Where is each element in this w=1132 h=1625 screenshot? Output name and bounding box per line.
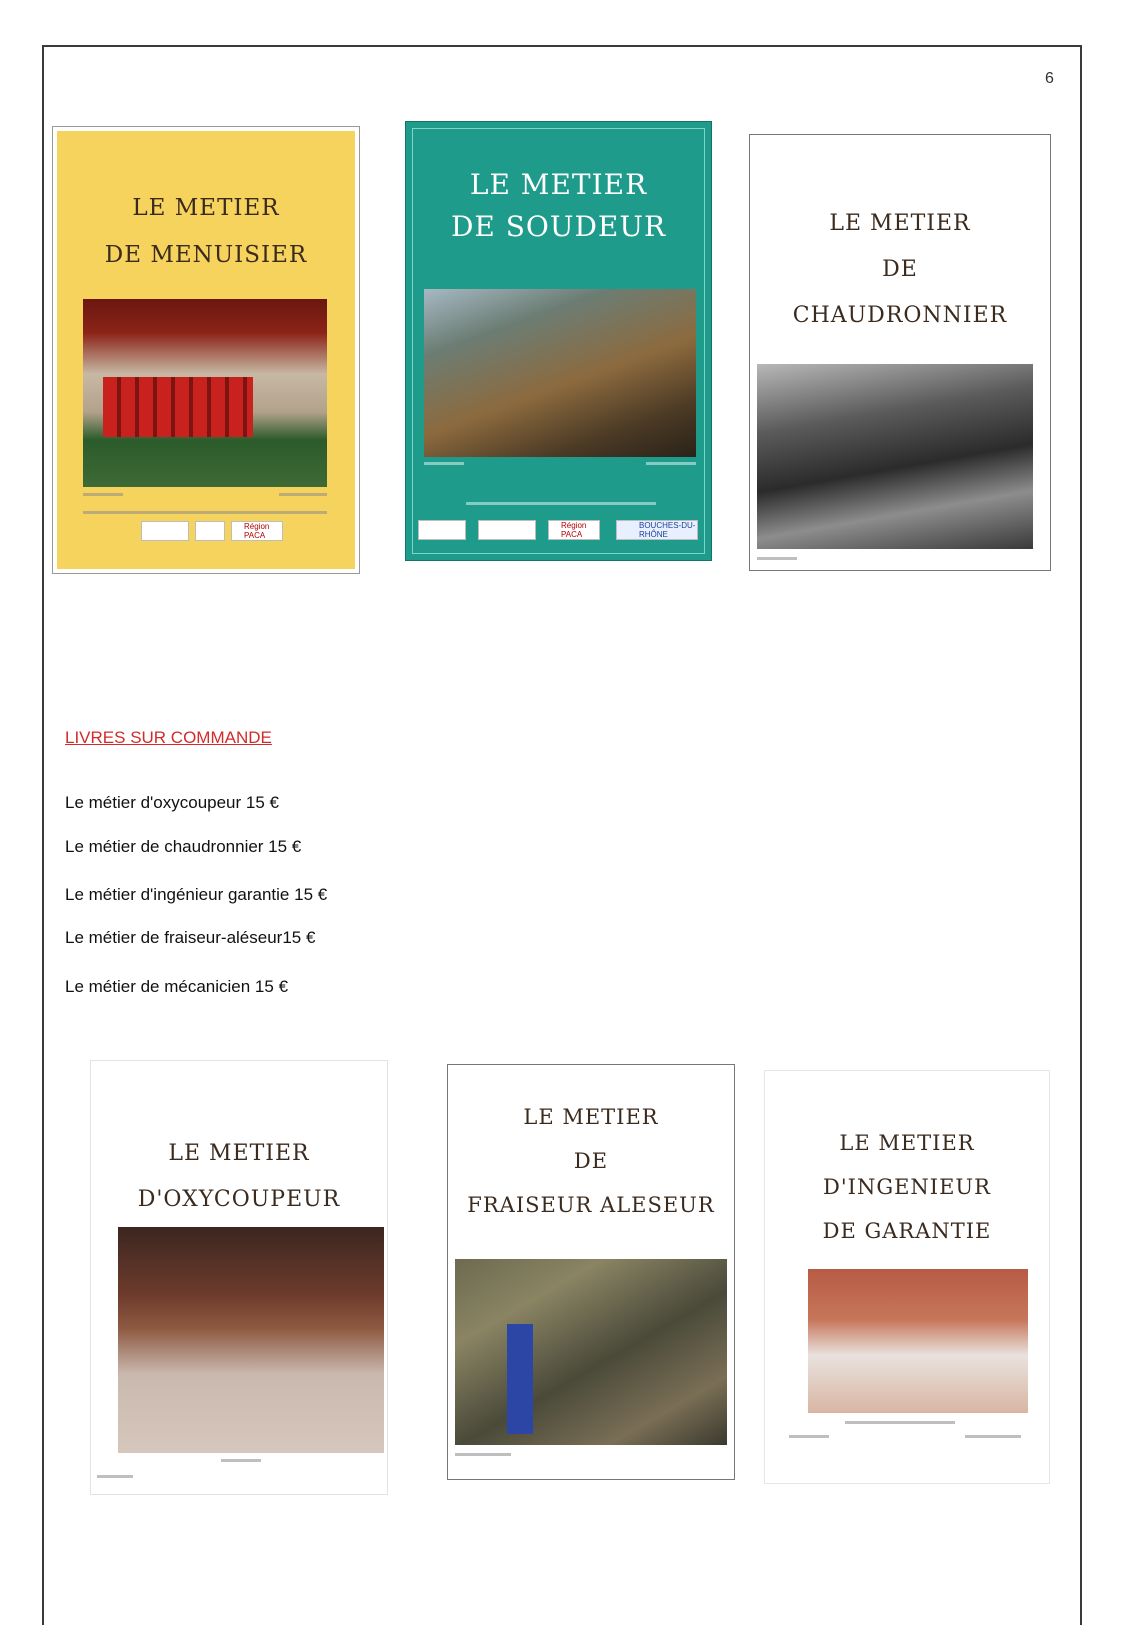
book-cover-oxycoupeur — [90, 1060, 388, 1495]
cover-title-line: DE GARANTIE — [822, 1219, 992, 1243]
logo-partner — [478, 520, 536, 540]
cover-title-line: LE METIER — [829, 211, 971, 236]
cover-photo — [455, 1259, 727, 1445]
cover-title-line: LE METIER — [523, 1105, 659, 1129]
cover-title-line: LE METIER — [132, 195, 280, 221]
cover-photo — [118, 1227, 384, 1453]
author-fine-print — [279, 493, 327, 496]
cover-photo — [757, 364, 1033, 549]
book-list-item: Le métier de chaudronnier 15 € — [65, 837, 302, 856]
cover-title-line: DE SOUDEUR — [450, 210, 667, 243]
cover-title-line: CHAUDRONNIER — [792, 303, 1008, 328]
cover-title-line: D'INGENIEUR — [823, 1175, 991, 1199]
page-number: 6 — [1045, 70, 1054, 87]
book-cover-ingenieur-garantie — [764, 1070, 1050, 1484]
cover-title-line: DE MENUISIER — [104, 242, 308, 268]
book-cover-chaudronnier — [749, 134, 1051, 571]
cover-title-line: FRAISEUR ALESEUR — [467, 1193, 715, 1217]
logo-departement: BOUCHES-DU-RHÔNE — [616, 520, 698, 540]
cover-background — [57, 131, 355, 569]
cover-photo — [83, 299, 327, 487]
caption-fine-print — [221, 1459, 261, 1462]
association-fine-print — [83, 511, 327, 514]
book-list-item: Le métier de mécanicien 15 € — [65, 977, 289, 996]
logo-partner — [195, 521, 225, 541]
cover-title-line: LE METIER — [168, 1141, 310, 1166]
cover-photo — [808, 1269, 1028, 1413]
section-title: LIVRES SUR COMMANDE — [65, 728, 272, 747]
cover-title-line: LE METIER — [469, 168, 648, 201]
cover-title-line: D'OXYCOUPEUR — [137, 1187, 341, 1212]
author-fine-print — [789, 1435, 829, 1438]
book-cover-menuisier — [52, 126, 360, 574]
logo-region: Région PACA — [231, 521, 283, 541]
author-fine-print — [97, 1475, 133, 1478]
association-fine-print — [466, 502, 656, 505]
cover-title-line: LE METIER — [839, 1131, 975, 1155]
author-fine-print — [83, 493, 123, 496]
cover-title-line: DE — [573, 1149, 609, 1173]
logo-association — [141, 521, 189, 541]
book-cover-soudeur — [405, 121, 712, 561]
author-fine-print — [757, 557, 797, 560]
book-list-item: Le métier d'ingénieur garantie 15 € — [65, 885, 328, 904]
author-fine-print — [424, 462, 464, 465]
logo-association — [418, 520, 466, 540]
book-list-item: Le métier d'oxycoupeur 15 € — [65, 793, 279, 812]
author-fine-print — [965, 1435, 1021, 1438]
book-cover-fraiseur-aleseur — [447, 1064, 735, 1480]
author-fine-print — [646, 462, 696, 465]
logo-region: Région PACA — [548, 520, 600, 540]
cover-photo — [424, 289, 696, 457]
cover-title-line: DE — [882, 257, 918, 282]
book-list-item: Le métier de fraiseur-aléseur15 € — [65, 928, 316, 947]
caption-fine-print — [845, 1421, 955, 1424]
author-fine-print — [455, 1453, 511, 1456]
